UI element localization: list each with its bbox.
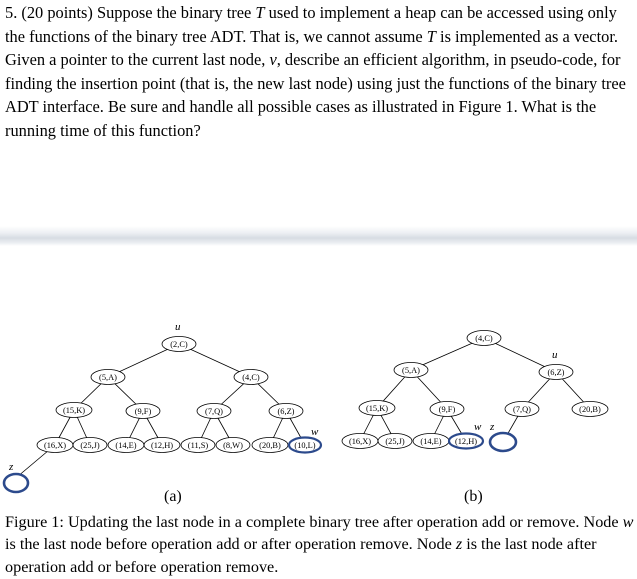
node-label: (20,B): [259, 441, 281, 450]
caption-text: is the last node before operation add or after operation remove. Node: [5, 535, 456, 554]
question-sentence: Suppose the binary tree: [97, 3, 256, 22]
node-label: (7,Q): [205, 407, 223, 416]
node-label: (14,E): [115, 441, 137, 450]
var-v: v: [269, 50, 277, 70]
node-label: (7,Q): [513, 405, 531, 414]
node-label: (6,Z): [277, 407, 295, 416]
figure-caption: [5, 511, 635, 578]
marker-z: z: [9, 461, 14, 473]
node-label: (25,J): [385, 437, 405, 446]
marker-u: u: [552, 349, 558, 361]
page-divider: [0, 226, 637, 246]
node-label: (2,C): [170, 340, 188, 349]
subfigure-b-label: (b): [464, 488, 483, 505]
question-points: (20 points): [21, 3, 93, 22]
node-label: (25,J): [80, 441, 100, 450]
node-label: (4,C): [475, 334, 493, 343]
tree-node-z: [4, 474, 28, 492]
caption-var-z: z: [455, 535, 463, 554]
node-label: (14,E): [420, 437, 442, 446]
node-label: (8,W): [223, 441, 243, 450]
node-label: (16,X): [348, 437, 372, 446]
question-number: 5.: [5, 3, 18, 22]
var-T: T: [426, 26, 436, 46]
var-T: T: [255, 3, 265, 22]
marker-w: w: [311, 426, 319, 438]
question-sentence: is implemented as a vector. Given a pointer to the current last node,: [5, 26, 618, 70]
node-label: (12,H): [150, 441, 174, 450]
question-text: [5, 1, 635, 143]
caption-var-w: w: [622, 513, 634, 531]
node-label: (5,A): [402, 366, 420, 375]
subfigure-a-label: (a): [164, 488, 182, 505]
node-label: (10,L): [294, 441, 316, 450]
node-label: (5,A): [99, 373, 117, 382]
figure-trees: [0, 320, 637, 500]
caption-text: is the last node after operation add or before operation remove.: [5, 535, 597, 576]
node-label: (15,K): [62, 406, 86, 415]
marker-u: u: [175, 321, 181, 333]
marker-z: z: [490, 421, 495, 433]
question-sentence: , describe an efficient algorithm, in pseudo-code, for finding the insertion point (that is, the new last node) using just the functions of the binary tree ADT interface. Be sure and handle all possible cases as illustrated in Figure 1. What is the running time of this function?: [5, 50, 626, 140]
node-label: (20,B): [579, 405, 601, 414]
marker-w: w: [474, 421, 482, 433]
node-label: (15,K): [365, 404, 389, 413]
node-label: (6,Z): [547, 368, 565, 377]
node-label: (9,F): [438, 405, 456, 414]
caption-text: Figure 1: Updating the last node in a complete binary tree after operation add or remove. Node: [5, 513, 623, 531]
node-label: (4,C): [242, 373, 260, 382]
node-label: (16,X): [43, 441, 67, 450]
node-label: (9,F): [134, 407, 152, 416]
tree-a-nodes: [4, 337, 321, 493]
tree-node-z: [490, 433, 516, 451]
node-label: (12,H): [454, 437, 478, 446]
node-label: (11,S): [187, 441, 209, 450]
question-sentence: used to implement a heap can be accessed using only the functions of the binary tree ADT. That is, we cannot assume: [5, 3, 617, 46]
